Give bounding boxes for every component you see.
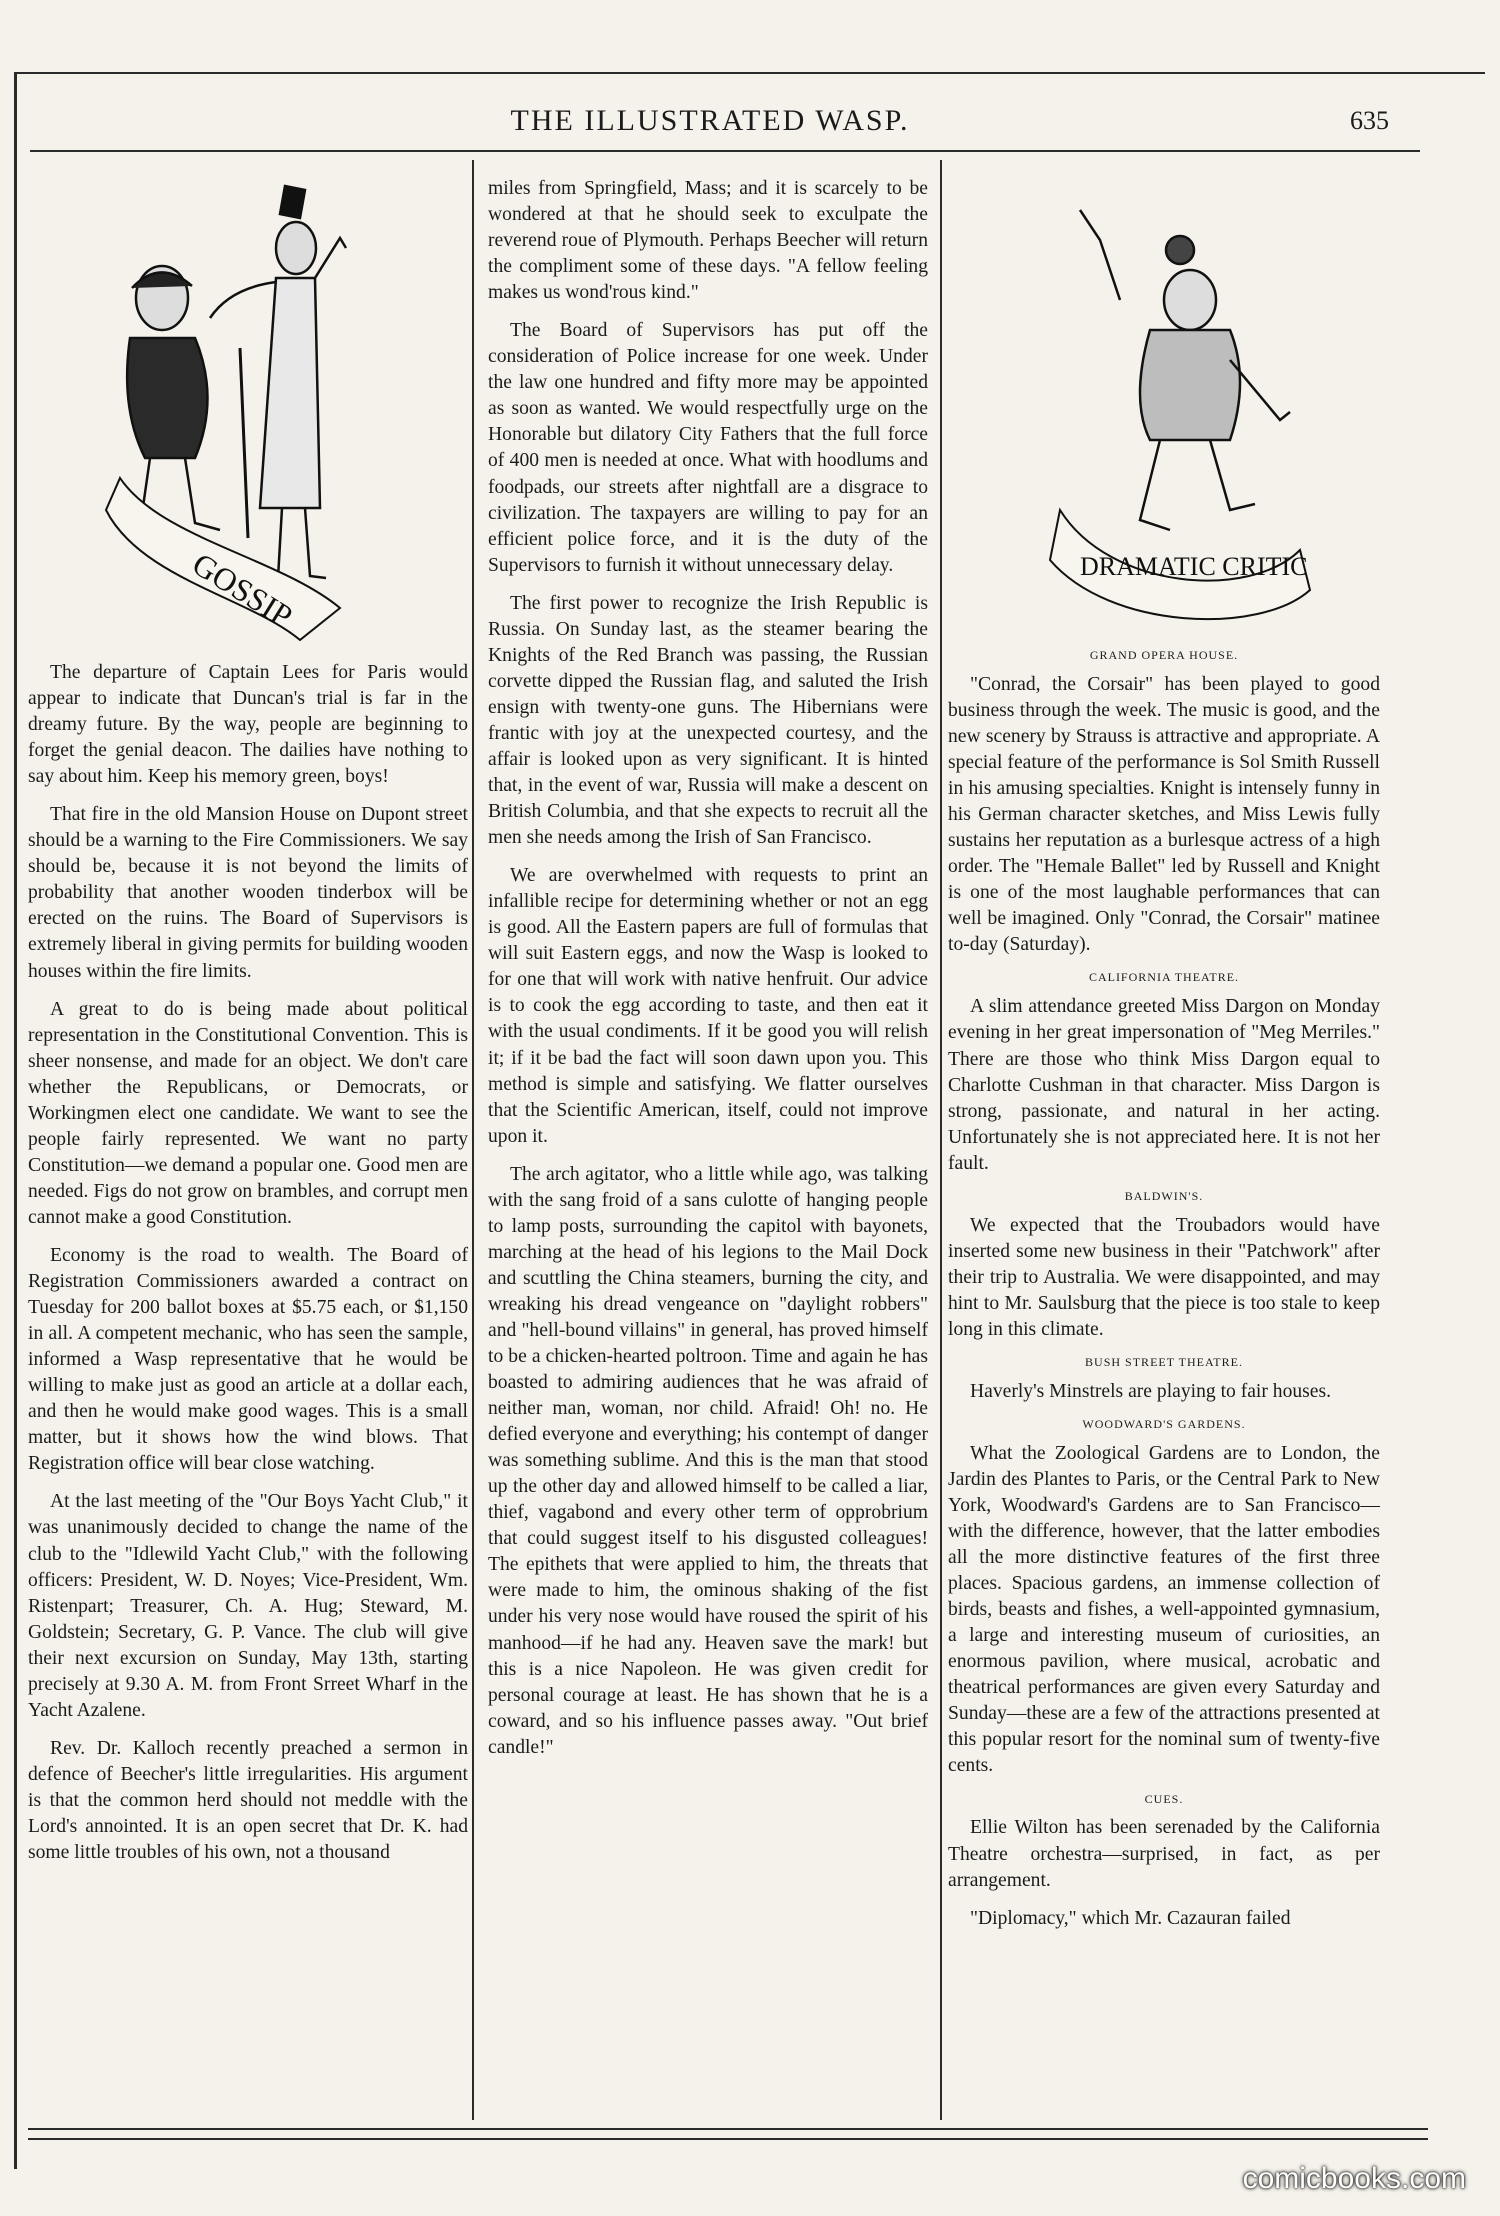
dramatic-critic-banner-text: DRAMATIC CRITIC — [1080, 552, 1308, 581]
page-number: 635 — [1350, 106, 1389, 135]
paragraph: Ellie Wilton has been serenaded by the California Theatre orchestra—surprised, in fact, as per arrangement. — [948, 1817, 1380, 1891]
paragraph: We expected that the Troubadors would have inserted some new business in their "Patchwork" after their trip to Australia. We were disappointed, and may hint to Mr. Saulsburg that the piece is too stale to keep long in this climate. — [948, 1214, 1380, 1340]
gossip-illustration — [100, 178, 400, 648]
paragraph: Rev. Dr. Kalloch recently preached a sermon in defence of Beecher's little irregularities. His argument is that the common herd should not meddle with the Lord's annointed. It is an open secret that Dr. K. had some little troubles of his own, not a thousand — [28, 1737, 468, 1864]
paragraph: That fire in the old Mansion House on Dupont street should be a warning to the Fire Commissioners. We say should be, because it is not beyond the limits of probability that another wooden tinderbox will be erected on the ruins. The Board of Supervisors is extremely liberal in giving permits for building wooden houses within the fire limits. — [28, 804, 468, 982]
paragraph: Economy is the road to wealth. The Board of Registration Commissioners awarded a contract on Tuesday for 200 ballot boxes at $5.75 each, or $1,150 in all. A competent mechanic, who has seen the sample, informed a Wasp representative that he would be willing to make just as good an article at a dollar each, and then he would make good wages. This is a small matter, but it shows how the wind blows. That Registration office will bear close watching. — [28, 1244, 468, 1475]
watermark: comicbooks.com — [1242, 2162, 1466, 2195]
section-heading: BALDWIN'S. — [1124, 1188, 1204, 1203]
dramatic-critic-illustration — [1040, 190, 1320, 630]
column-3 — [948, 640, 1380, 1944]
paragraph: What the Zoological Gardens are to London, the Jardin des Plantes to Paris, or the Central Park to New York, Woodward's Gardens are to San Francisco—with the difference, however, that the latter embodies all the more distinctive features of the first three places. Spacious gardens, an immense collection of birds, beasts and fishes, a well-appointed gymnasium, a large and interesting museum of curiosities, an enormous pavilion, where musical, acrobatic and theatrical performances are given every Saturday and Sunday—these are a few of the attractions presented at this popular resort for the nominal sum of twenty-five cents. — [948, 1442, 1380, 1777]
column-1 — [28, 660, 468, 1878]
column-divider — [472, 160, 474, 2120]
paragraph: The Board of Supervisors has put off the consideration of Police increase for one week. Under the law one hundred and fifty more may be appointed as soon as wanted. We would respectfully urge on the Honorable but dilatory City Fathers that the full force of 400 men is needed at once. What with hoodlums and foodpads, our streets after nightfall are a disgrace to civilization. The taxpayers are willing to pay for an efficient police force, and it is the duty of the Supervisors to furnish it without unnecessary delay. — [488, 320, 928, 576]
paragraph: The first power to recognize the Irish Republic is Russia. On Sunday last, as the steamer bearing the Knights of the Red Branch was passing, the Russian corvette dipped the Russian flag, and saluted the Irish ensign with twenty-one guns. The Hibernians were frantic with joy at the unexpected courtesy, and the affair is looked upon as very significant. It is hinted that, in the event of war, Russia will make a descent on British Columbia, and that she expects to recruit all the men she needs among the Irish of San Francisco. — [488, 592, 928, 849]
section-heading: GRAND OPERA HOUSE. — [1089, 648, 1239, 662]
page-title: THE ILLUSTRATED WASP. — [510, 104, 910, 137]
paragraph: "Conrad, the Corsair" has been played to good business through the week. The music is good, and the new scenery by Strauss is attractive and appropriate. A special feature of the performance is Sol Smith Russell in his amusing specialties. Knight is intensely funny in his German character sketches, and Miss Lewis fully sustains her reputation as a burlesque actress of a high order. The "Hemale Ballet" led by Russell and Knight is one of the most laughable performances that can well be imagined. Only "Conrad, the Corsair" matinee to-day (Saturday). — [948, 673, 1380, 956]
paragraph: A slim attendance greeted Miss Dargon on Monday evening in her great impersonation of "Meg Merriles." There are those who think Miss Dargon equal to Charlotte Cushman in that character. Miss Dargon is strong, passionate, and natural in her acting. Unfortunately she is not appreciated here. It is not her fault. — [948, 996, 1380, 1174]
gossip-banner-text: GOSSIP — [186, 545, 299, 635]
header-rule — [30, 150, 1420, 152]
paragraph: The departure of Captain Lees for Paris would appear to indicate that Duncan's trial is far in the dreamy future. By the way, people are beginning to forget the genial deacon. The dailies have nothing to say about him. Keep his memory green, boys! — [28, 662, 468, 788]
column-divider — [940, 160, 942, 2120]
paragraph: We are overwhelmed with requests to print an infallible recipe for determining whether or not an egg is good. All the Eastern papers are full of formulas that will suit Eastern eggs, and now the Wasp is looked to for one that will work with native henfruit. Our advice is to cook the egg according to taste, and then eat it with the usual condiments. If it be good you will relish it; if it be bad the fact will soon dawn upon you. This method is simple and satisfying. We flatter ourselves that the Scientific American, itself, could not improve upon it. — [488, 865, 928, 1147]
section-heading: WOODWARD'S GARDENS. — [1082, 1416, 1246, 1431]
paragraph: The arch agitator, who a little while ago, was talking with the sang froid of a sans culotte of hanging people to lamp posts, surrounding the capitol with bayonets, marching at the head of his legions to the Mail Dock and scuttling the China steamers, burning the city, and wreaking his dread vengeance on "daylight robbers" and "hell-bound villains" in general, has proved himself to be a chicken-hearted poltroon. Time and again he has boasted to admiring audiences that he was afraid of neither man, woman, nor child. Afraid! Oh! no. He defied everyone and everything; his contempt of danger was something sublime. And this is the man that stood up the other day and allowed himself to be called a liar, thief, vagabond and every other term of opprobrium that could suggest itself to his disgusted colleagues! The epithets that were applied to him, the threats that were made to him, the ominous shaking of the fist under his very nose would have roused the spirit of his manhood—if he had any. Heaven save the mark! but this is a nice Napoleon. He was given credit for personal courage at least. He has shown that he is a coward, and so his influence passes away. "Out brief candle!" — [488, 1163, 928, 1758]
section-heading: BUSH STREET THEATRE. — [1085, 1354, 1243, 1369]
footer-rule — [28, 2138, 1428, 2140]
paragraph: miles from Springfield, Mass; and it is scarcely to be wondered at that he should seek to exculpate the reverend roue of Plymouth. Perhaps Beecher will return the compliment some of these days. "A fellow feeling makes us wond'rous kind." — [488, 178, 928, 304]
paragraph: A great to do is being made about political representation in the Constitutional Convention. This is sheer nonsense, and made for an object. We don't care whether the Republicans, or Democrats, or Workingmen elect one candidate. We want to see the people fairly represented. We want no party Constitution—we demand a popular one. Good men are needed. Figs do not grow on brambles, and corrupt men cannot make a good Constitution. — [28, 998, 468, 1228]
paragraph: At the last meeting of the "Our Boys Yacht Club," it was unanimously decided to change the name of the club to the "Idlewild Yacht Club," with the following officers: President, W. D. Noyes; Vice-President, Wm. Ristenpart; Treasurer, Ch. A. Hug; Steward, M. Goldstein; Secretary, G. P. Vance. The club will give their next excursion on Sunday, May 13th, starting precisely at 9.30 A. M. from Front Srreet Wharf in the Yacht Azalene. — [28, 1491, 468, 1721]
paragraph: "Diplomacy," which Mr. Cazauran failed — [970, 1907, 1291, 1929]
footer-rule — [28, 2128, 1428, 2130]
column-2 — [488, 176, 928, 1773]
paragraph: Haverly's Minstrels are playing to fair houses. — [970, 1380, 1332, 1402]
section-heading: CUES. — [1144, 1791, 1184, 1806]
section-heading: CALIFORNIA THEATRE. — [1088, 970, 1240, 985]
